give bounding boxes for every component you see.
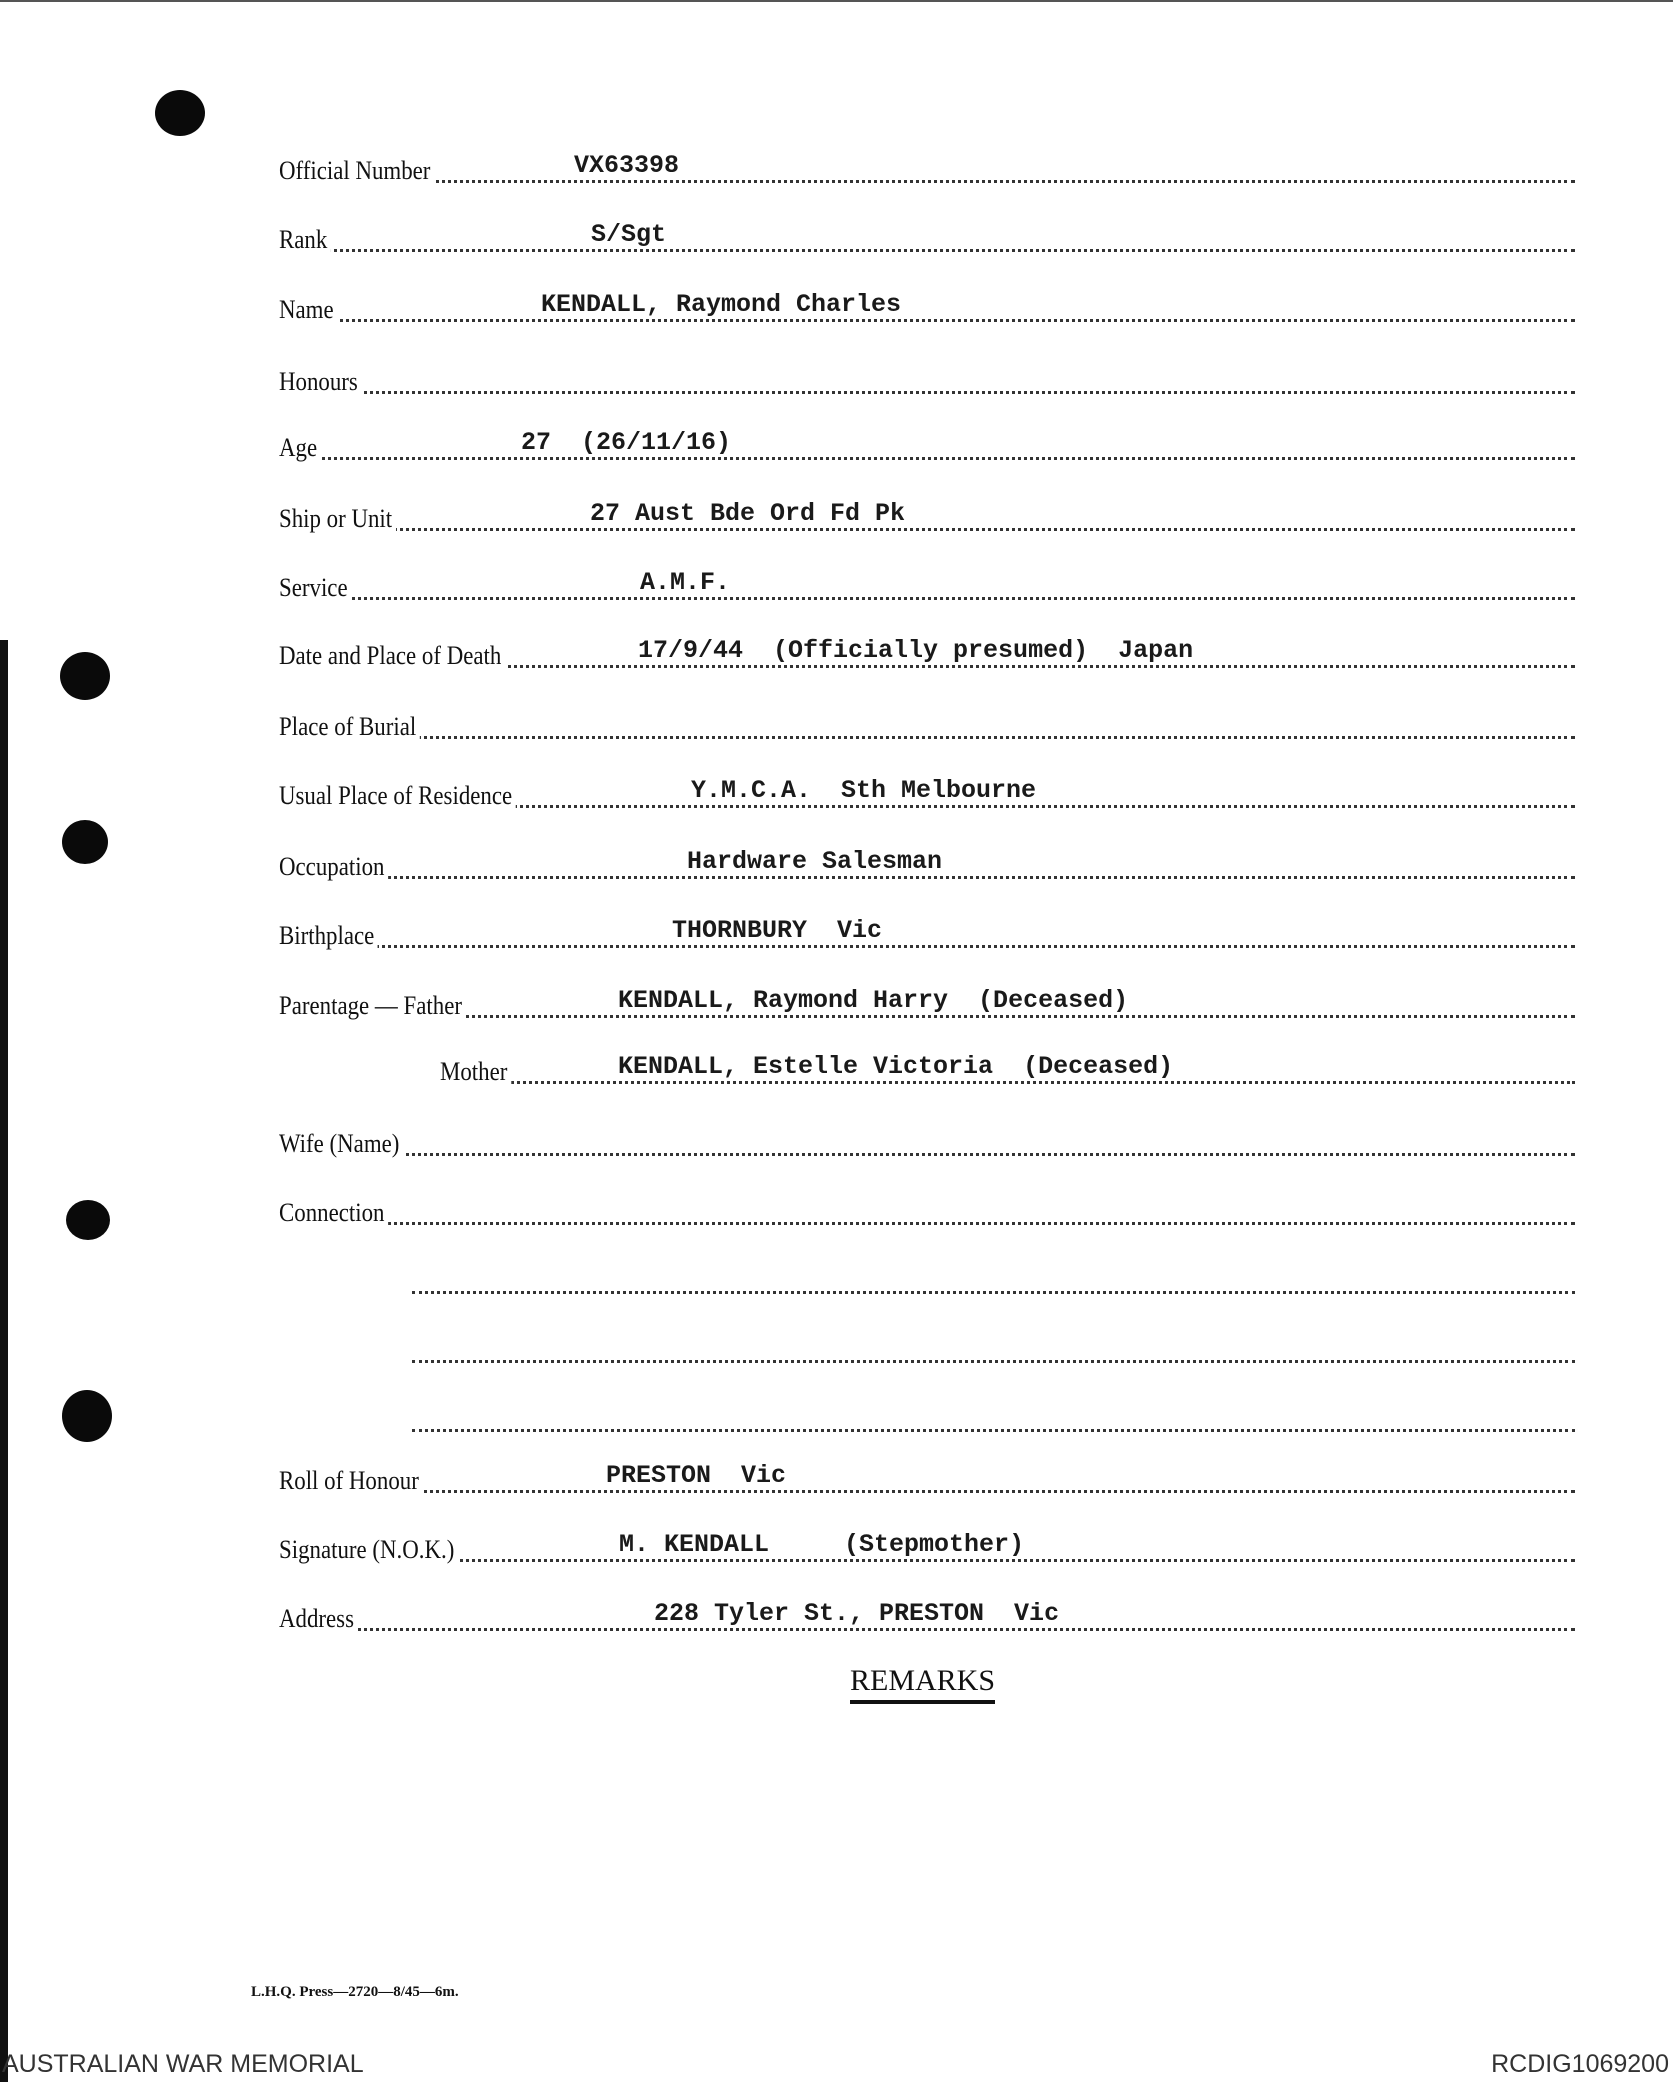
field-roll-of-honour xyxy=(279,1456,1575,1493)
field-honours xyxy=(279,357,1575,394)
field-wife xyxy=(279,1119,1575,1156)
connection-blank-line xyxy=(412,1395,1575,1432)
field-value: A.M.F. xyxy=(637,568,733,597)
field-place-of-burial xyxy=(279,702,1575,739)
punch-hole-mark xyxy=(66,1200,110,1240)
field-value: 17/9/44 (Officially presumed) Japan xyxy=(635,636,1196,665)
field-usual-residence xyxy=(279,771,1575,808)
field-label: Official Number xyxy=(279,156,434,186)
field-rank xyxy=(279,215,1575,252)
remarks-heading: REMARKS xyxy=(850,1664,995,1704)
field-value: KENDALL, Raymond Charles xyxy=(538,290,904,319)
field-name xyxy=(279,285,1575,322)
field-father xyxy=(279,981,1575,1018)
punch-hole-mark xyxy=(62,820,108,864)
punch-hole-mark xyxy=(155,90,205,136)
field-value: VX63398 xyxy=(571,151,682,180)
field-label: Name xyxy=(279,295,337,325)
field-address xyxy=(279,1594,1575,1631)
field-label: Usual Place of Residence xyxy=(279,781,516,811)
field-value: M. KENDALL (Stepmother) xyxy=(616,1530,1027,1559)
field-label: Place of Burial xyxy=(279,712,420,742)
field-value: THORNBURY Vic xyxy=(669,916,885,945)
field-service xyxy=(279,563,1575,600)
field-mother xyxy=(440,1047,1575,1084)
field-label: Rank xyxy=(279,225,331,255)
field-ship-or-unit xyxy=(279,494,1575,531)
connection-blank-line xyxy=(412,1257,1575,1294)
connection-blank-line xyxy=(412,1326,1575,1363)
field-label: Connection xyxy=(279,1198,388,1228)
field-connection xyxy=(279,1188,1575,1225)
field-label: Age xyxy=(279,433,321,463)
field-value: S/Sgt xyxy=(588,220,669,249)
field-label: Occupation xyxy=(279,852,388,882)
field-age xyxy=(279,423,1575,460)
field-label: Date and Place of Death xyxy=(279,641,505,671)
field-label: Mother xyxy=(440,1057,511,1087)
field-label: Wife (Name) xyxy=(279,1129,403,1159)
field-official-number xyxy=(279,146,1575,183)
scan-edge xyxy=(0,0,1673,2)
field-value: PRESTON Vic xyxy=(603,1461,789,1490)
field-label: Birthplace xyxy=(279,921,378,951)
field-value: 27 (26/11/16) xyxy=(518,428,734,457)
field-label: Signature (N.O.K.) xyxy=(279,1535,458,1565)
field-label: Ship or Unit xyxy=(279,504,396,534)
field-value: Hardware Salesman xyxy=(684,847,945,876)
field-label: Address xyxy=(279,1604,358,1634)
field-value: KENDALL, Raymond Harry (Deceased) xyxy=(615,986,1131,1015)
field-value: KENDALL, Estelle Victoria (Deceased) xyxy=(615,1052,1176,1081)
field-label: Parentage — Father xyxy=(279,991,466,1021)
field-value: 27 Aust Bde Ord Fd Pk xyxy=(587,499,908,528)
field-signature-nok xyxy=(279,1525,1575,1562)
field-value: Y.M.C.A. Sth Melbourne xyxy=(688,776,1039,805)
field-date-place-of-death xyxy=(279,631,1575,668)
record-id: RCDIG1069200 xyxy=(1491,2050,1669,2078)
scan-edge-shadow xyxy=(0,640,8,2082)
archive-label: AUSTRALIAN WAR MEMORIAL xyxy=(2,2050,364,2078)
punch-hole-mark xyxy=(60,652,110,700)
punch-hole-mark xyxy=(62,1390,112,1442)
field-birthplace xyxy=(279,911,1575,948)
field-value: 228 Tyler St., PRESTON Vic xyxy=(651,1599,1062,1628)
field-label: Honours xyxy=(279,367,361,397)
field-label: Roll of Honour xyxy=(279,1466,422,1496)
field-occupation xyxy=(279,842,1575,879)
press-note: L.H.Q. Press—2720—8/45—6m. xyxy=(251,1984,459,2000)
field-label: Service xyxy=(279,573,351,603)
